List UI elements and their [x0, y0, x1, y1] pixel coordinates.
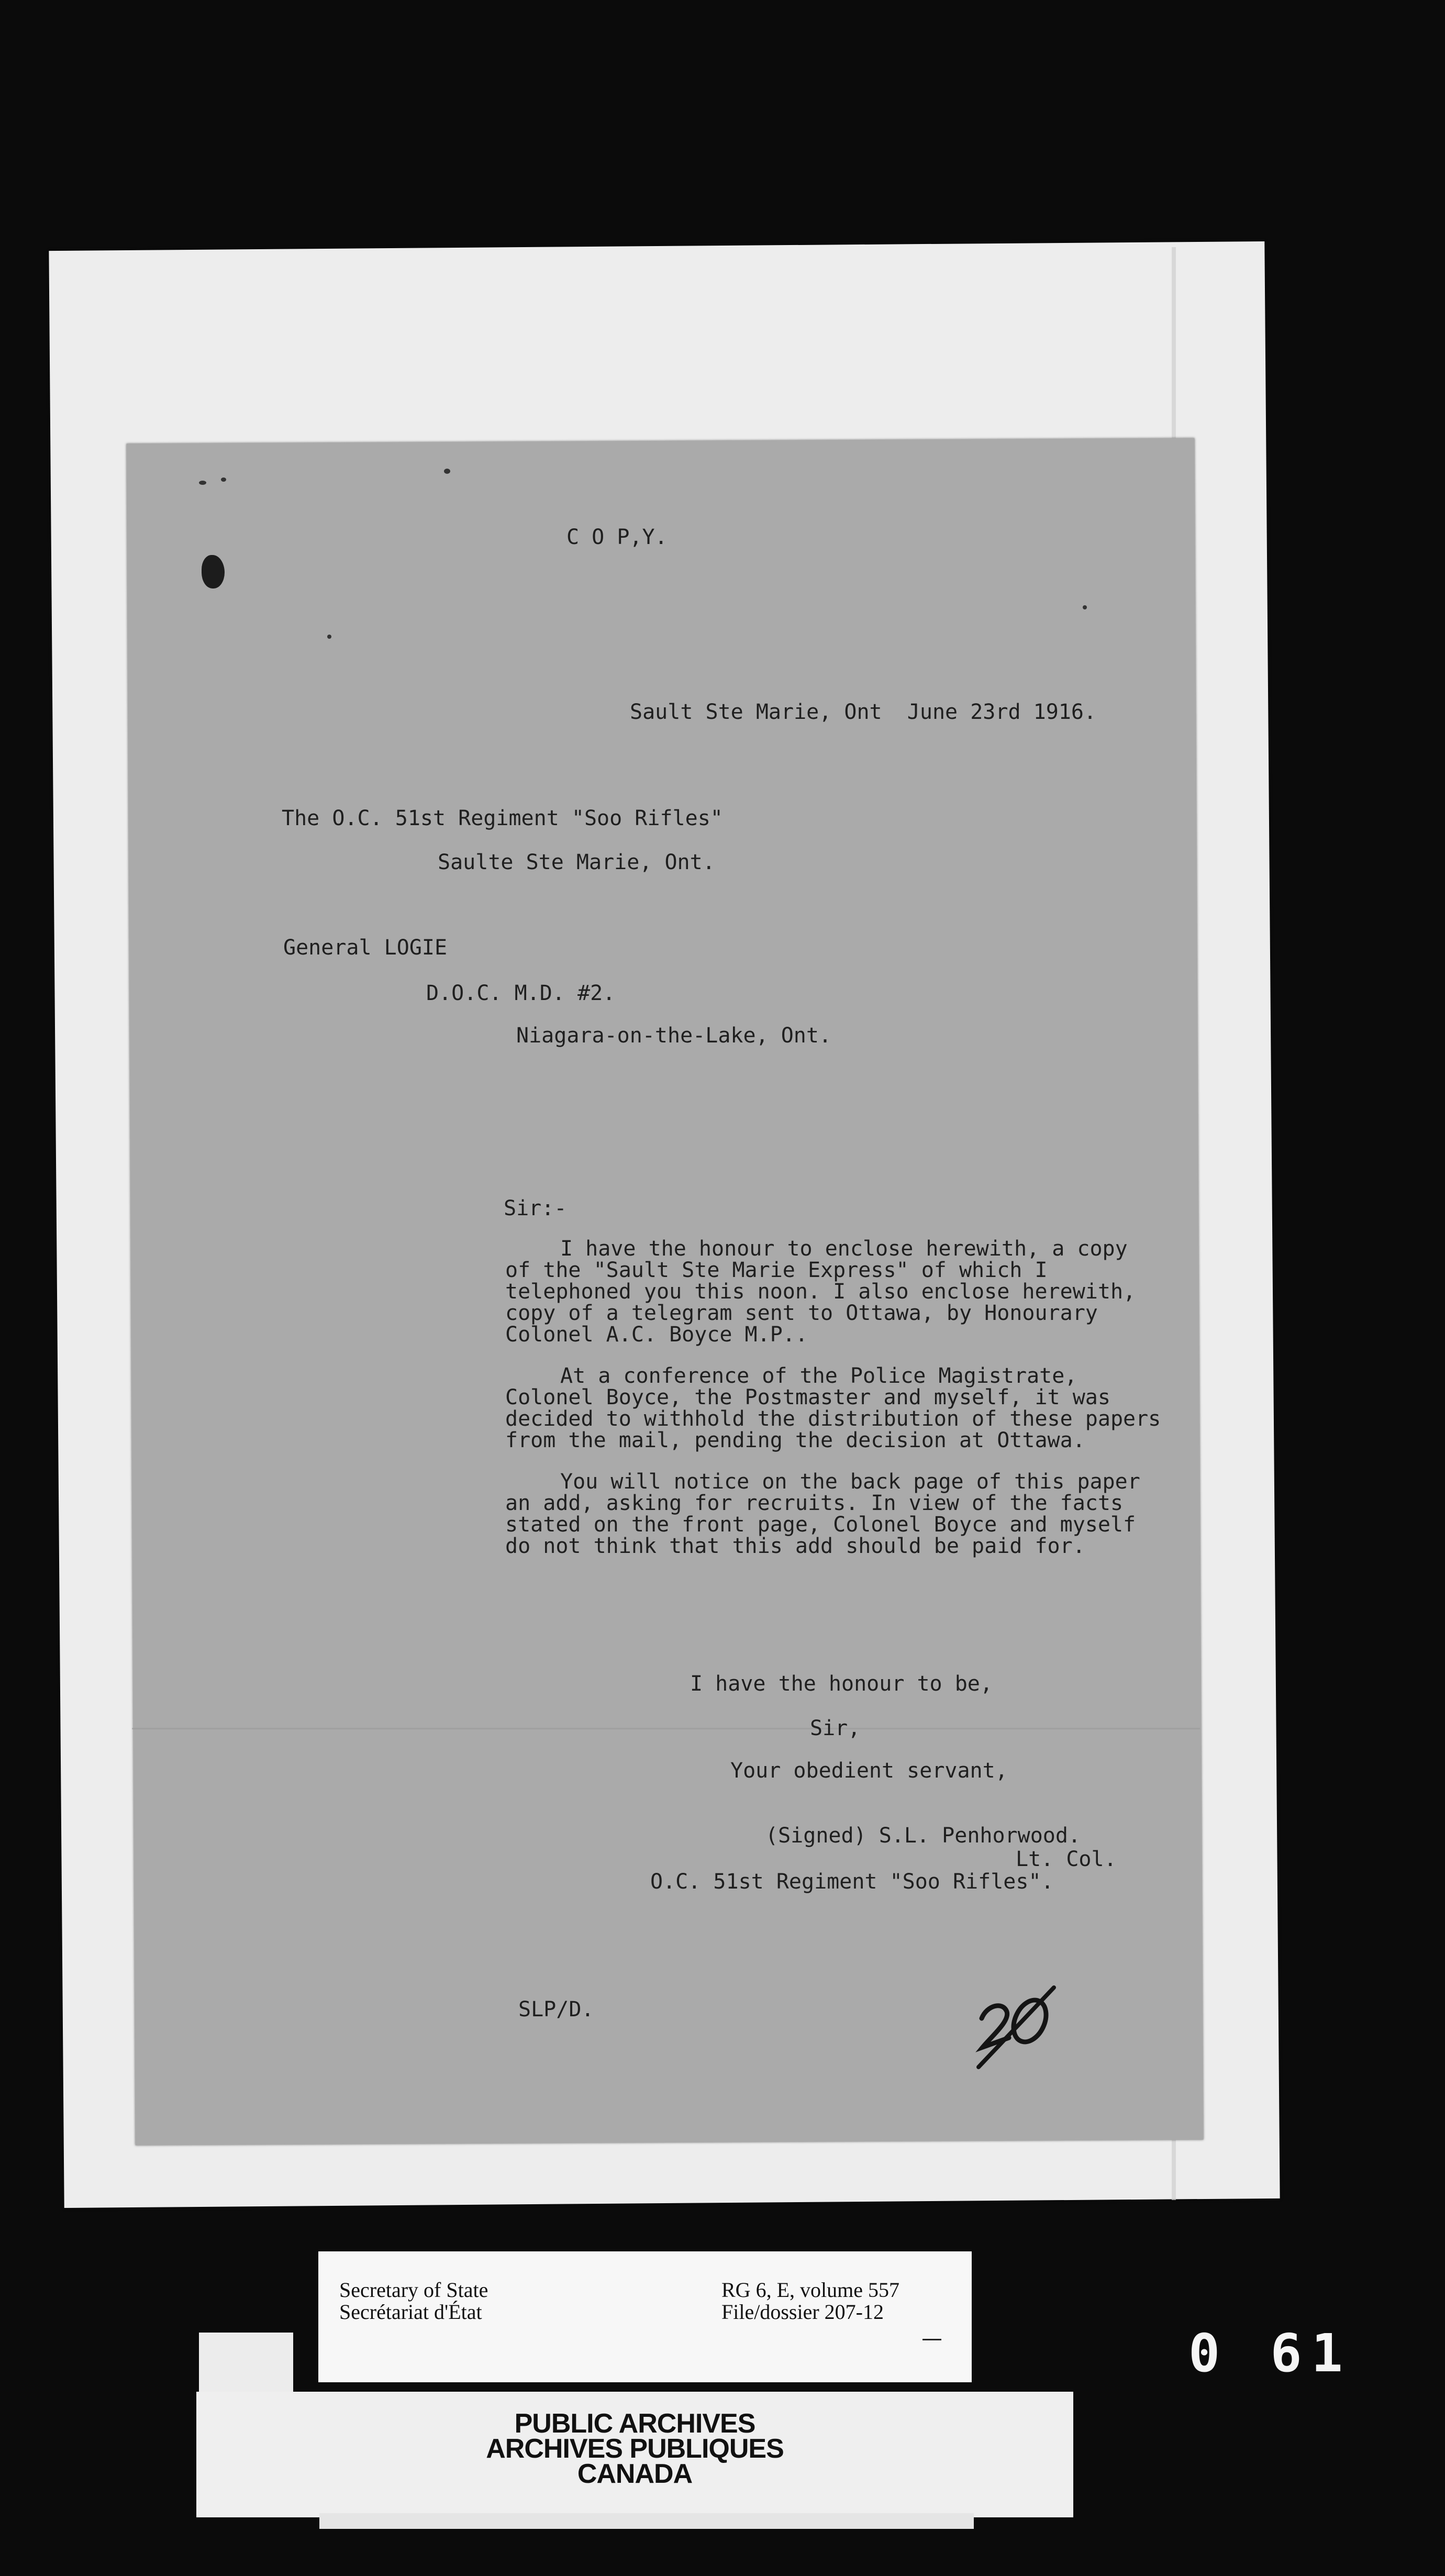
archives-stamp-text	[196, 2408, 1073, 2489]
rank: Lt. Col.	[1016, 1847, 1117, 1871]
to-line-1: General LOGIE	[283, 936, 448, 960]
archives-line-1: PUBLIC ARCHIVES	[514, 2408, 755, 2439]
frame-number: 0 61	[1188, 2323, 1352, 2384]
letter-heading: C O P,Y.	[566, 525, 668, 549]
signatory-title: O.C. 51st Regiment "Soo Rifles".	[650, 1870, 1054, 1894]
closing-line-2: Sir,	[810, 1716, 861, 1740]
card-underline	[922, 2339, 941, 2340]
speck	[1083, 605, 1087, 609]
letter-body	[505, 1238, 1165, 1577]
letter-fold-line	[132, 1728, 1200, 1729]
speck	[221, 478, 226, 482]
archives-line-2: ARCHIVES PUBLIQUES	[486, 2434, 784, 2464]
archives-line-3: CANADA	[577, 2459, 693, 2489]
file-number: File/dossier 207-12	[721, 2300, 884, 2324]
paragraph-1: I have the honour to enclose herewith, a copy of the "Sault Ste Marie Express" of which I telephoned you this noon. I also enclose herewith, copy of a telegram sent to Ottawa, by Honourary Colonel A.C. Boyce M.P..	[505, 1237, 1136, 1347]
closing-line-1: I have the honour to be,	[690, 1672, 993, 1696]
paragraph-3: You will notice on the back page of this paper an add, asking for recruits. In view of the facts stated on the front page, Colonel Boyce and myself do not think that this add should be paid for.	[505, 1470, 1140, 1558]
salutation: Sir:-	[504, 1196, 567, 1220]
place-date: Sault Ste Marie, Ont June 23rd 1916.	[630, 700, 1097, 724]
department-english: Secretary of State	[339, 2278, 488, 2302]
to-line-2: D.O.C. M.D. #2.	[426, 981, 616, 1005]
record-group-volume: RG 6, E, volume 557	[721, 2278, 899, 2302]
from-line-1: The O.C. 51st Regiment "Soo Rifles"	[282, 806, 723, 830]
handwritten-number	[971, 1969, 1060, 2073]
archives-strip	[319, 2513, 974, 2529]
speck	[199, 481, 206, 485]
to-line-3: Niagara-on-the-Lake, Ont.	[516, 1024, 832, 1048]
speck	[444, 469, 450, 474]
speck	[327, 635, 331, 639]
paragraph-2: At a conference of the Police Magistrate, Colonel Boyce, the Postmaster and myself, it was decided to withhold the distribution of these papers from the mail, pending the decision at Ottawa.	[505, 1364, 1161, 1452]
ink-blot	[202, 555, 225, 589]
from-line-2: Saulte Ste Marie, Ont.	[438, 850, 715, 874]
reference-initials: SLP/D.	[518, 1997, 594, 2022]
department-french: Secrétariat d'État	[339, 2300, 482, 2324]
signature: (Signed) S.L. Penhorwood.	[765, 1824, 1081, 1848]
closing-line-3: Your obedient servant,	[730, 1759, 1008, 1783]
